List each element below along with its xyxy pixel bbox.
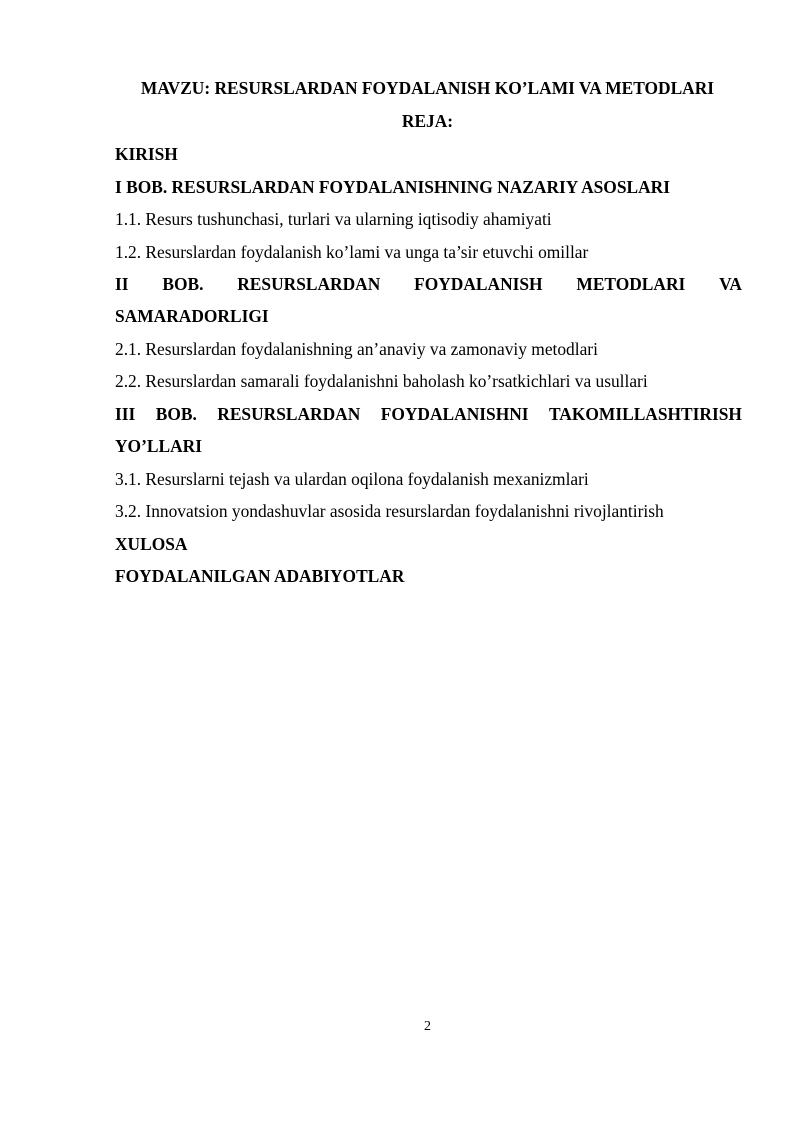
chapter3-heading-word: BOB. [155, 404, 197, 424]
chapter3-item-1: 3.1. Resurslarni tejash va ulardan oqilona foydalanish mexanizmlari [115, 469, 589, 489]
chapter2-heading-word: METODLARI [576, 274, 686, 294]
chapter3-heading-line1 [115, 403, 742, 425]
chapter2-heading-line1 [115, 273, 742, 295]
chapter3-heading-word: TAKOMILLASHTIRISH [549, 404, 742, 424]
plan-heading: REJA: [401, 111, 454, 131]
chapter3-heading-word: RESURSLARDAN [217, 404, 361, 424]
chapter2-item-2: 2.2. Resurslardan samarali foydalanishni baholash ko’rsatkichlari va usullari [115, 371, 648, 391]
chapter2-heading-word: RESURSLARDAN [237, 274, 381, 294]
chapter1-heading: I BOB. RESURSLARDAN FOYDALANISHNING NAZARIY ASOSLARI [115, 177, 670, 197]
chapter1-item-2: 1.2. Resurslardan foydalanish ko’lami va unga ta’sir etuvchi omillar [115, 242, 589, 262]
chapter2-item-1: 2.1. Resurslardan foydalanishning an’anaviy va zamonaviy metodlari [115, 339, 598, 359]
chapter3-heading-word: III [115, 404, 136, 424]
page-number: 2 [424, 1019, 431, 1034]
chapter2-heading-word: FOYDALANISH [414, 274, 543, 294]
references-heading: FOYDALANILGAN ADABIYOTLAR [115, 566, 405, 586]
conclusion-heading: XULOSA [115, 534, 188, 554]
chapter2-heading-word: VA [719, 274, 742, 294]
chapter3-heading-line2: YO’LLARI [115, 436, 202, 456]
chapter2-heading-line2: SAMARADORLIGI [115, 306, 269, 326]
document-title: MAVZU: RESURSLARDAN FOYDALANISH KO’LAMI VA METODLARI [140, 78, 715, 98]
chapter3-heading-word: FOYDALANISHNI [380, 404, 529, 424]
chapter3-item-2: 3.2. Innovatsion yondashuvlar asosida resurslardan foydalanishni rivojlantirish [115, 501, 664, 521]
chapter1-item-1: 1.1. Resurs tushunchasi, turlari va ularning iqtisodiy ahamiyati [115, 209, 552, 229]
intro-heading: KIRISH [115, 144, 178, 164]
chapter2-heading-word: II [115, 274, 129, 294]
chapter2-heading-word: BOB. [162, 274, 204, 294]
